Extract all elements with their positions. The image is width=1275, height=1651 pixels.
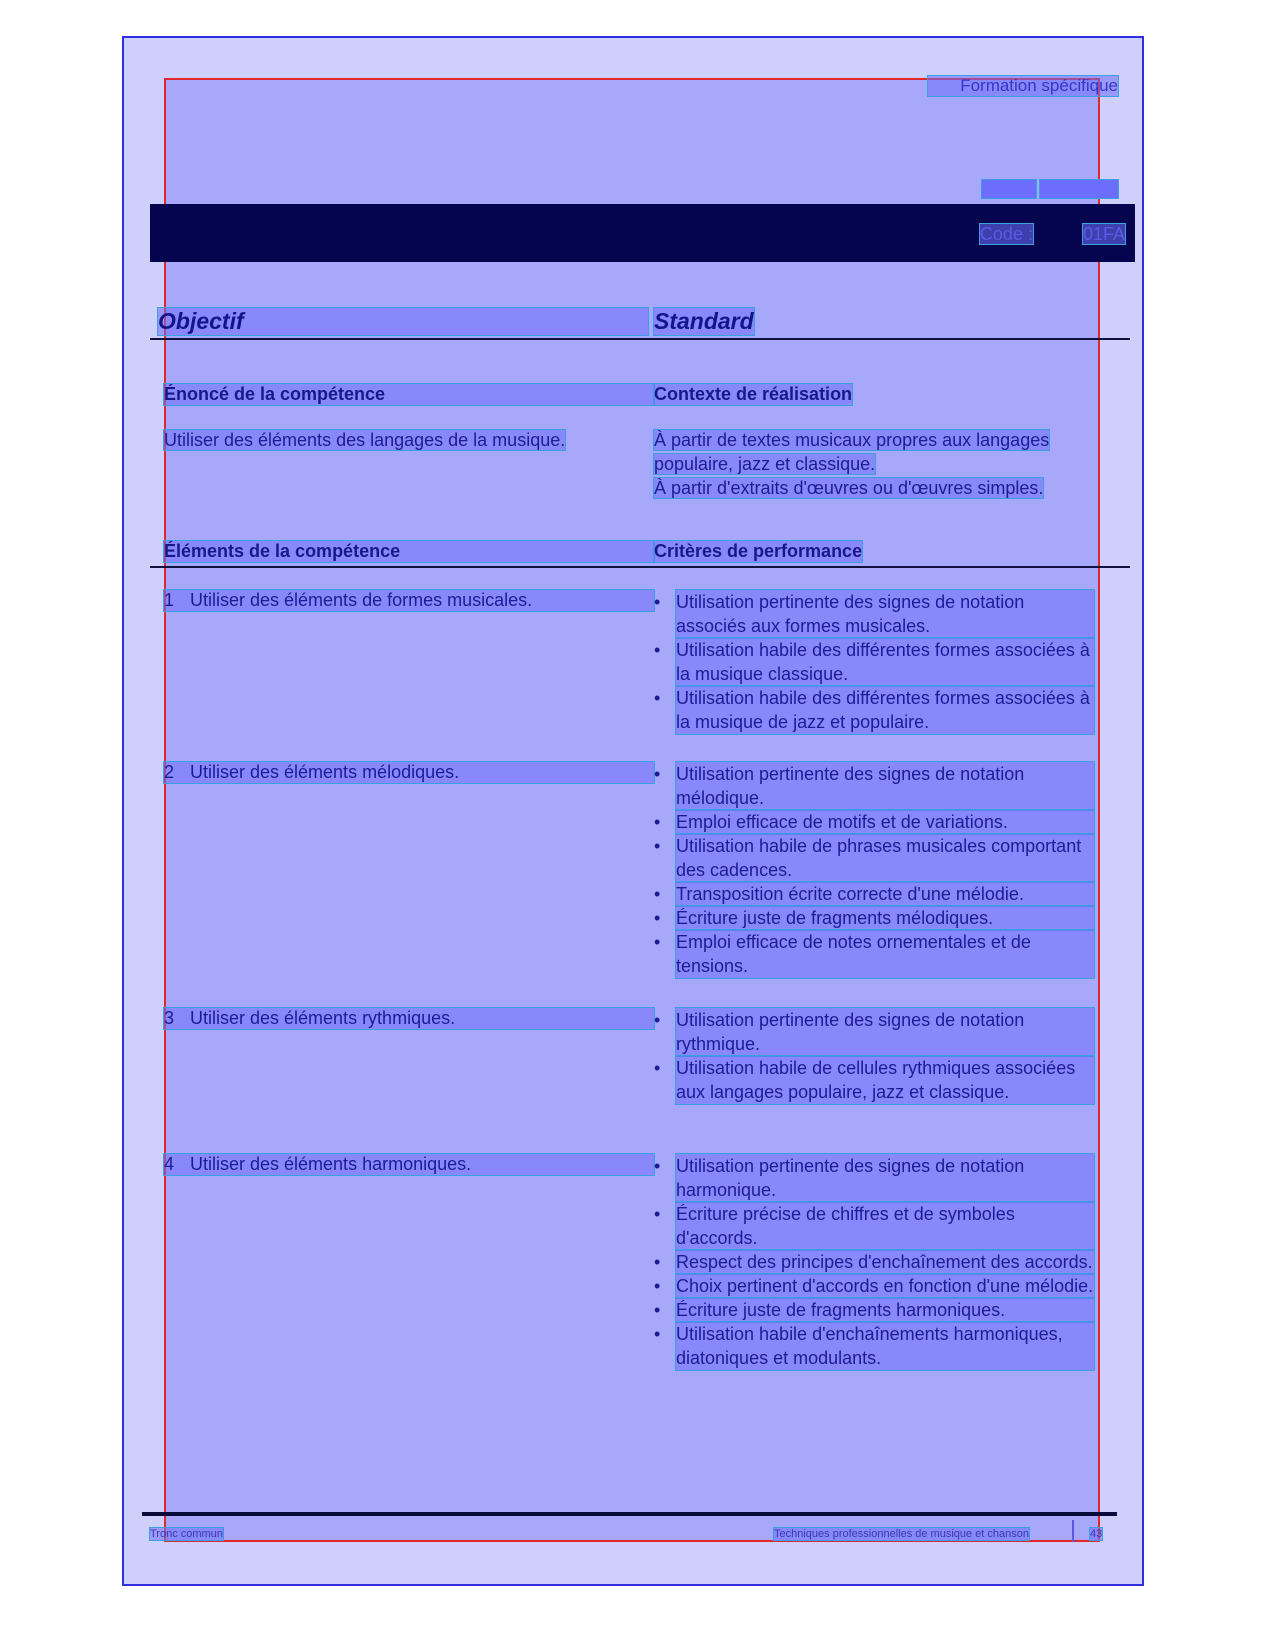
criterion: • Écriture précise de chiffres et de symboles d'accords. bbox=[654, 1202, 1094, 1250]
enonce-heading: Énoncé de la compétence bbox=[164, 384, 654, 405]
criterion: • Transposition écrite correcte d'une mélodie. bbox=[654, 882, 1094, 906]
criterion: • Emploi efficace de motifs et de variations. bbox=[654, 810, 1094, 834]
page-number: 43 bbox=[1090, 1528, 1103, 1540]
objectif-title: Objectif bbox=[158, 308, 648, 335]
criterion: • Choix pertinent d'accords en fonction d'une mélodie. bbox=[654, 1276, 1094, 1296]
element-item bbox=[164, 1154, 654, 1175]
element-label: Utiliser des éléments de formes musicales. bbox=[190, 590, 533, 610]
criteria-list bbox=[654, 590, 1094, 734]
code-line bbox=[980, 224, 1125, 245]
criteria-list bbox=[654, 1008, 1094, 1104]
program-label: Formation spécifique bbox=[928, 76, 1118, 96]
criterion: • Écriture juste de fragments mélodiques. bbox=[654, 906, 1094, 930]
footer-right-text: Techniques professionnelles de musique et chanson bbox=[774, 1528, 1029, 1540]
criterion: • Écriture juste de fragments harmoniques. bbox=[654, 1298, 1094, 1322]
element-item bbox=[164, 1008, 654, 1029]
elements-heading: Éléments de la compétence bbox=[164, 541, 654, 562]
footer-left-text: Tronc commun bbox=[150, 1528, 223, 1540]
footer-divider bbox=[1072, 1520, 1074, 1542]
element-label: Utiliser des éléments harmoniques. bbox=[190, 1154, 472, 1174]
standard-title: Standard bbox=[654, 308, 754, 334]
competence-statement: Utiliser des éléments des langages de la musique. bbox=[164, 430, 566, 450]
criterion: • Respect des principes d'enchaînement des accords. bbox=[654, 1252, 1093, 1272]
element-label: Utiliser des éléments mélodiques. bbox=[190, 762, 460, 782]
criterion: • Utilisation pertinente des signes de notation rythmique. bbox=[654, 1008, 1094, 1056]
criterion: • Emploi efficace de notes ornementales et de tensions. bbox=[654, 930, 1094, 978]
criterion: • Utilisation habile de phrases musicales comportant des cadences. bbox=[654, 834, 1094, 882]
code-label: Code : bbox=[979, 224, 1033, 244]
criterion: • Utilisation pertinente des signes de notation harmonique. bbox=[654, 1154, 1094, 1202]
header-box-right bbox=[1040, 180, 1118, 198]
criterion: • Utilisation pertinente des signes de notation associés aux formes musicales. bbox=[654, 590, 1094, 638]
title-banner bbox=[150, 204, 1135, 262]
context-line-2: À partir d'extraits d'œuvres ou d'œuvres simples. bbox=[654, 478, 1044, 498]
criteria-list bbox=[654, 762, 1094, 978]
context-line-1: À partir de textes musicaux propres aux langages populaire, jazz et classique. bbox=[654, 430, 1050, 474]
context-text bbox=[654, 428, 1110, 500]
elements-rule bbox=[150, 566, 1130, 568]
element-label: Utiliser des éléments rythmiques. bbox=[190, 1008, 456, 1028]
criterion: • Utilisation habile des différentes formes associées à la musique de jazz et populaire. bbox=[654, 686, 1094, 734]
criteria-list bbox=[654, 1154, 1094, 1370]
criterion: • Utilisation habile de cellules rythmiques associées aux langages populaire, jazz et classique. bbox=[654, 1056, 1094, 1104]
element-number: 3 bbox=[164, 1008, 175, 1028]
header-rule bbox=[150, 338, 1130, 340]
footer-rule bbox=[142, 1512, 1117, 1516]
criterion: • Utilisation habile d'enchaînements harmoniques, diatoniques et modulants. bbox=[654, 1322, 1094, 1370]
criterion: • Utilisation habile des différentes formes associées à la musique classique. bbox=[654, 638, 1094, 686]
criteres-heading: Critères de performance bbox=[654, 541, 863, 561]
criterion: • Utilisation pertinente des signes de notation mélodique. bbox=[654, 762, 1094, 810]
element-number: 1 bbox=[164, 590, 175, 610]
element-item bbox=[164, 590, 654, 611]
element-number: 2 bbox=[164, 762, 175, 782]
element-item bbox=[164, 762, 654, 783]
header-box-left bbox=[982, 180, 1036, 198]
element-number: 4 bbox=[164, 1154, 175, 1174]
header-boxes bbox=[982, 180, 1118, 198]
contexte-heading: Contexte de réalisation bbox=[654, 384, 853, 404]
code-value: 01FA bbox=[1082, 224, 1125, 244]
